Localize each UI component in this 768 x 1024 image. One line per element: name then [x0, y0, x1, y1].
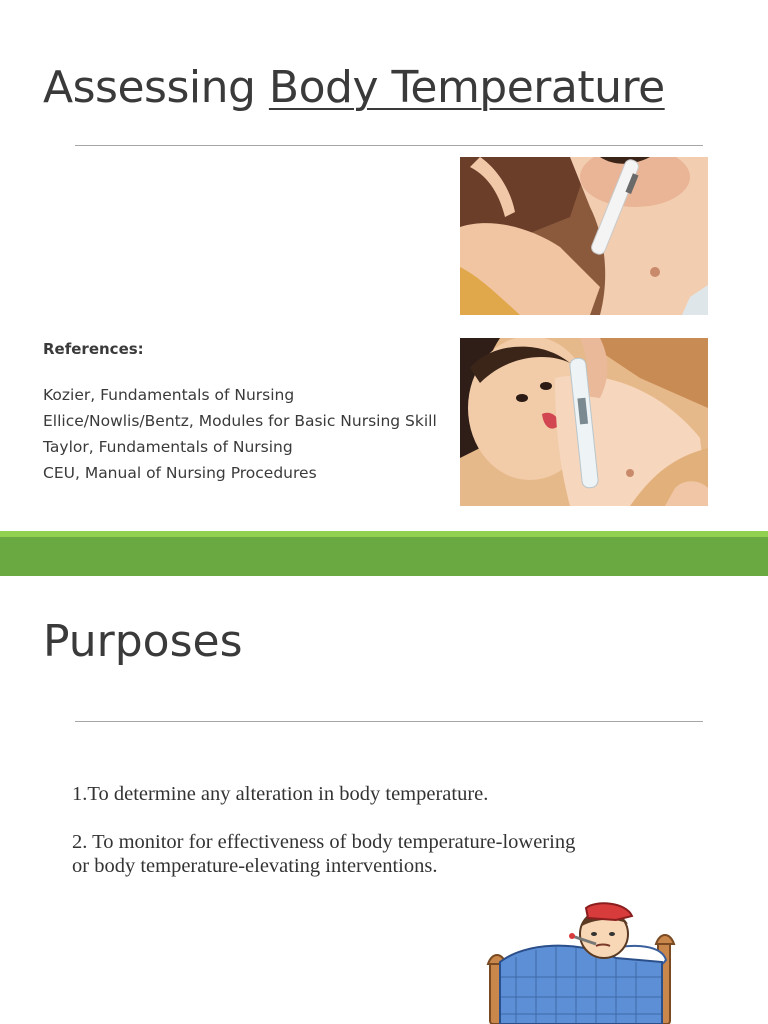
- purpose-item-1: 1.To determine any alteration in body temperature.: [72, 783, 489, 805]
- sick-child-in-bed-icon: [486, 902, 678, 1024]
- references-heading: References:: [43, 340, 144, 358]
- photo-top-graphic: [460, 157, 708, 315]
- slide-purposes: [0, 576, 768, 1024]
- slide-title: Purposes: [43, 616, 243, 667]
- baby-axillary-thermometer-photo-icon: [460, 157, 708, 315]
- reference-item: CEU, Manual of Nursing Procedures: [43, 464, 317, 482]
- photo-bottom-graphic: [460, 338, 708, 506]
- sick-child-clipart: [486, 902, 678, 1024]
- baby-axillary-thermometer-closeup-photo-icon: [460, 338, 708, 506]
- references-block: [43, 340, 437, 486]
- reference-item: Ellice/Nowlis/Bentz, Modules for Basic Nursing Skill: [43, 412, 437, 430]
- title-link[interactable]: Body Temperature: [268, 62, 665, 113]
- purpose-item-2-line-1: 2. To monitor for effectiveness of body temperature-lowering: [72, 831, 576, 853]
- title-divider-line: [75, 721, 703, 722]
- reference-item: Taylor, Fundamentals of Nursing: [43, 438, 293, 456]
- slide-separator-dark-band: [0, 537, 768, 576]
- reference-item: Kozier, Fundamentals of Nursing: [43, 386, 295, 404]
- title-plain: Assessing: [43, 62, 269, 113]
- slide-title: [43, 62, 665, 113]
- purpose-item-2-line-2: or body temperature-elevating interventions.: [72, 855, 438, 877]
- title-divider-line: [75, 145, 703, 146]
